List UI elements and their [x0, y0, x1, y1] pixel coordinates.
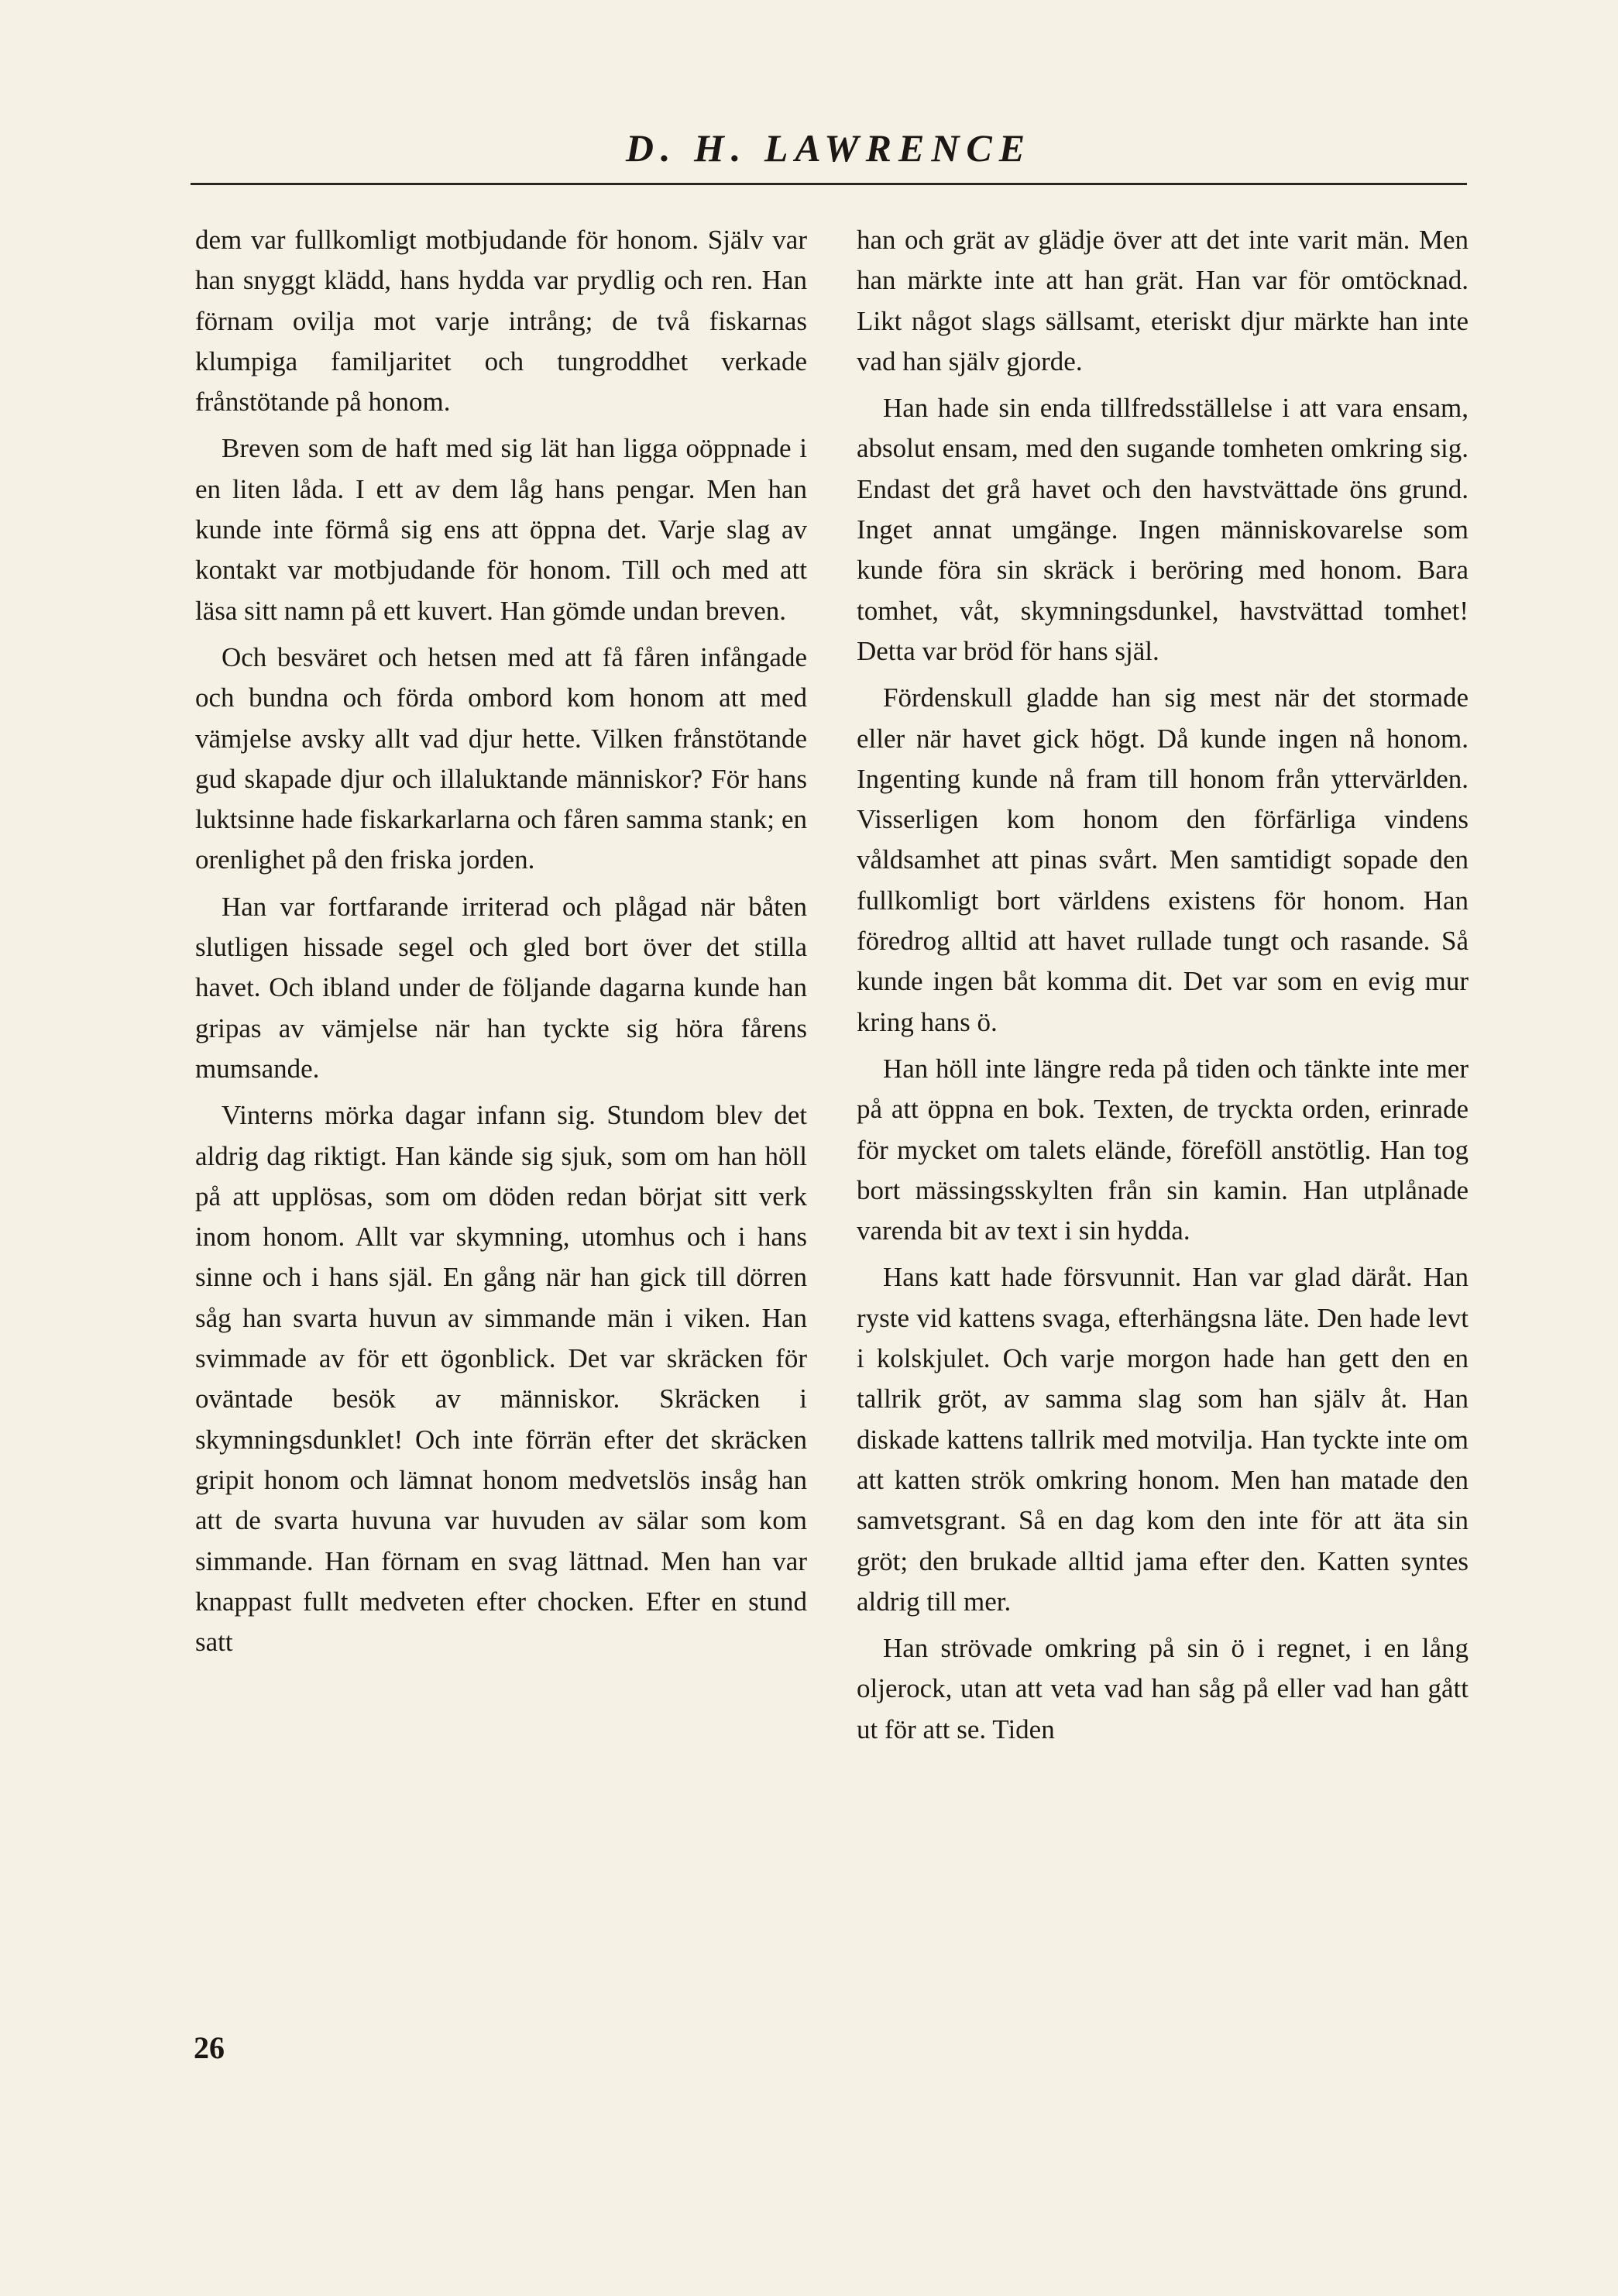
paragraph: Fördenskull gladde han sig mest när det stormade eller när havet gick högt. Då kunde ingen nå honom. Ingenting kunde nå fram till honom från yttervärlden. Visserligen kom honom den förfärliga vindens våldsamhet att pinas svårt. Men samtidigt sopade den fullkomligt bort världens existens för honom. Han föredrog alltid att havet rullade tungt och rasande. Så kunde ingen båt komma dit. Det var som en evig mur kring hans ö. — [857, 682, 1469, 1037]
paragraph: dem var fullkomligt motbjudande för honom. Själv var han snyggt klädd, hans hydda var prydlig och ren. Han förnam ovilja mot varje intrång; de två fiskarnas klumpiga familjaritet och tungroddhet verkade frånstötande på honom. — [195, 225, 807, 418]
header-rule — [191, 183, 1467, 185]
paragraph: Han strövade omkring på sin ö i regnet, i en lång oljerock, utan att veta vad han såg på eller vad han gått ut för att se. Tiden — [857, 1633, 1469, 1744]
paragraph: Och besväret och hetsen med att få fåren infångade och bundna och förda ombord kom honom att med vämjelse avsky allt vad djur hette. Vilken frånstötande gud skapade djur och illaluktande människor? För hans luktsinne hade fiskarkarlarna och fåren samma stank; en orenlighet på den friska jorden. — [195, 641, 807, 875]
paragraph: Han var fortfarande irriterad och plågad när båten slutligen hissade segel och gled bort över det stilla havet. Och ibland under de följande dagarna kunde han gripas av vämjelse när han tyckte sig höra fårens mumsande. — [195, 891, 807, 1084]
left-column — [195, 220, 807, 1669]
paragraph: Han höll inte längre reda på tiden och tänkte inte mer på att öppna en bok. Texten, de tryckta orden, erinrade för mycket om talets elände, föreföll anstötlig. Han tog bort mässingsskylten från sin kamin. Han utplånade varenda bit av text i sin hydda. — [857, 1053, 1469, 1246]
page-number: 26 — [194, 2030, 225, 2065]
paragraph: Breven som de haft med sig lät han ligga oöppnade i en liten låda. I ett av dem låg hans pengar. Men han kunde inte förmå sig ens att öppna det. Varje slag av kontakt var motbjudande för honom. Till och med att läsa sitt namn på ett kuvert. Han gömde undan breven. — [195, 433, 807, 626]
paragraph: han och grät av glädje över att det inte varit män. Men han märkte inte att han grät. Han var för omtöcknad. Likt något slags sällsamt, eteriskt djur märkte han inte vad han själv gjorde. — [857, 225, 1469, 376]
right-column — [857, 220, 1469, 1756]
paragraph: Hans katt hade försvunnit. Han var glad däråt. Han ryste vid kattens svaga, efterhängsna läte. Den hade levt i kolskjulet. Och varje morgon hade han gett den en tallrik gröt, av samma slag som han själv åt. Han diskade kattens tallrik med motvilja. Han tyckte inte om att katten strök omkring honom. Men han matade den samvetsgrant. Så en dag kom den inte för att äta sin gröt; den brukade alltid jama efter den. Katten syntes aldrig till mer. — [857, 1262, 1469, 1617]
paragraph: Han hade sin enda tillfredsställelse i att vara ensam, absolut ensam, med den sugande tomheten omkring sig. Endast det grå havet och den havstvättade öns grund. Inget annat umgänge. Ingen människovarelse som kunde föra sin skräck i beröring med honom. Bara tomhet, våt, skymningsdunkel, havstvättad tomhet! Detta var bröd för hans själ. — [857, 393, 1469, 666]
running-head: D. H. LAWRENCE — [625, 126, 1032, 170]
paragraph: Vinterns mörka dagar infann sig. Stundom blev det aldrig dag riktigt. Han kände sig sjuk, som om han höll på att upplösas, som om döden redan börjat sitt verk inom honom. Allt var skymning, utomhus och i hans sinne och i hans själ. En gång när han gick till dörren såg han svarta huvun av simmande män i viken. Han svimmade av för ett ögonblick. Det var skräcken för oväntade besök av människor. Skräcken i skymningsdunklet! Och inte förrän efter det skräcken gripit honom och lämnat honom medvetslös insåg han att de svarta huvuna var huvuden av sälar som kom simmande. Han förnam en svag lättnad. Men han var knappast fullt medveten efter chocken. Efter en stund satt — [195, 1100, 807, 1658]
